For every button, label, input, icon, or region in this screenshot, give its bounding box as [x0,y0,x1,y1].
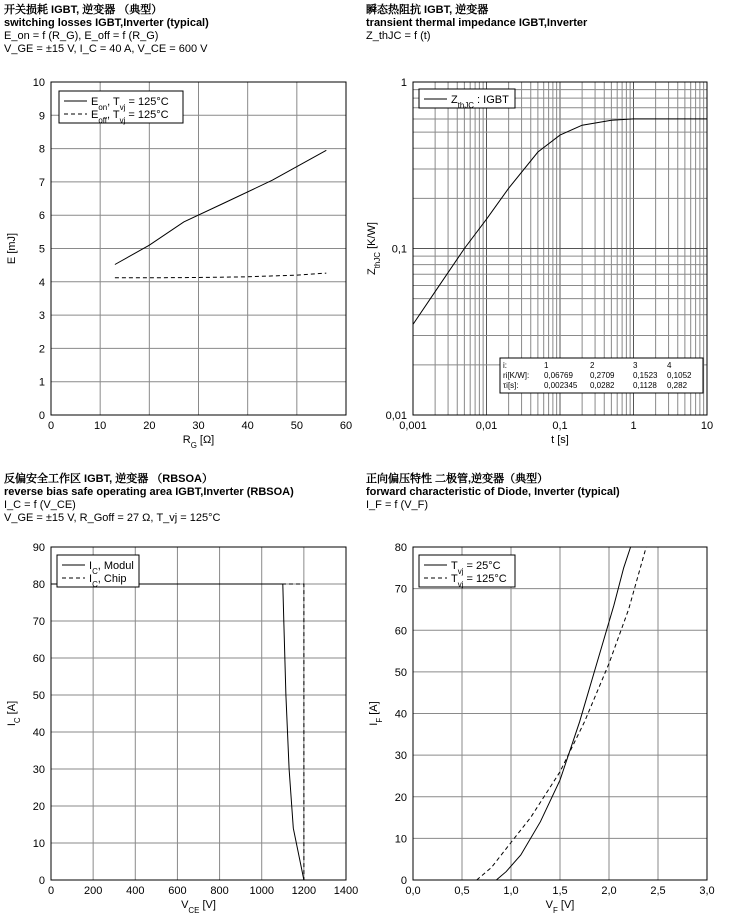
chart1-ytick-label: 9 [38,110,45,123]
chart1-xtick-label: 10 [94,420,107,432]
chart4-title-cn: 正向偏压特性 二极管,逆变器（典型） [366,473,549,485]
chart2-param-table-cell: 0,06769 [544,371,573,380]
chart4-xtick-label: 0,5 [454,885,470,897]
chart2-param-table-cell: 0,0282 [590,381,615,390]
chart2-param-table-cell: τi[s]: [503,381,519,390]
chart2-subtitle1: Z_thJC = f (t) [366,30,431,42]
chart2-xtick-label: 0,001 [399,420,427,432]
chart3-subtitle1: I_C = f (V_CE) [4,499,76,511]
chart4-title-en: forward characteristic of Diode, Inverter (typical) [366,486,620,498]
chart2-param-table-cell: i: [503,361,507,370]
chart4-ytick-label: 70 [394,583,407,596]
chart1-xtick-label: 20 [143,420,156,432]
chart1-ytick-label: 6 [38,210,45,223]
chart3-ytick-label: 30 [32,764,45,776]
chart3-ytick-label: 50 [32,690,45,702]
chart3-ytick-label: 0 [38,875,45,887]
chart3-xtick-label: 400 [126,885,145,897]
chart1-xlabel: $R_G$ [Ω] [182,434,215,450]
chart4-ytick-label: 0 [400,875,407,887]
chart4-ytick-label: 50 [394,666,407,679]
chart4-xtick-label: 2,5 [650,885,666,897]
chart1-ytick-label: 10 [32,77,45,89]
chart3-plot-area [51,547,346,880]
chart1-xtick-label: 60 [339,420,353,432]
chart3-ytick-label: 90 [32,542,45,554]
chart4-ytick-label: 10 [394,833,407,846]
chart4-ytick-label: 60 [394,625,407,638]
chart4-subtitle1: I_F = f (V_F) [366,499,429,511]
chart2-param-table-cell: 0,002345 [544,381,578,390]
chart4-xtick-label: 3,0 [699,885,715,897]
chart2-xlabel: t [s] [551,434,569,446]
chart3-xtick-label: 600 [168,885,187,897]
chart2-xtick-label: 0,01 [475,420,498,432]
chart3-xtick-label: 0 [47,885,55,897]
chart3-xtick-label: 800 [210,885,229,897]
chart1-ytick-label: 2 [38,343,45,356]
chart2-xtick-label: 1 [630,420,637,432]
chart2-ytick-label: 1 [400,77,407,89]
chart2-param-table-cell: 0,282 [667,381,688,390]
chart1-legend-label: $E_{on}$, $T_{vj} = 125^\circ C$ [91,96,169,112]
chart3-ytick-label: 40 [32,727,45,739]
chart3-title-en: reverse bias safe operating area IGBT,Inverter (RBSOA) [4,486,294,498]
chart1-ytick-label: 3 [38,310,45,323]
chart2-legend-label: $Z_{thJC}$ : IGBT [451,94,509,110]
chart1-subtitle1: E_on = f (R_G), E_off = f (R_G) [4,30,159,42]
chart3-subtitle2: V_GE = ±15 V, R_Goff = 27 Ω, T_vj = 125°C [4,512,221,524]
chart1-ytick-label: 7 [38,176,45,189]
chart1-ytick-label: 5 [38,243,45,256]
chart1-ytick-label: 8 [38,143,45,156]
chart2-title-cn: 瞬态热阻抗 IGBT, 逆变器 [366,4,489,16]
chart2-param-table-cell: 0,2709 [590,371,615,380]
chart2-param-table-cell: 2 [590,361,595,370]
chart4-legend-label: $T_{vj} = 125^\circ C$ [451,573,507,589]
chart3-xlabel: $V_{CE}$ [V] [181,899,216,915]
chart1-xtick-label: 30 [192,420,205,432]
chart3-xtick-label: 1200 [291,885,317,897]
chart1-legend-label: $E_{off}$, $T_{vj} = 125^\circ C$ [91,109,169,125]
chart2-ytick-label: 0,1 [391,243,407,256]
chart2-param-table-cell: 0,1523 [633,371,658,380]
chart4-ytick-label: 80 [394,542,407,554]
chart3-ylabel: $I_C$ [A] [6,700,22,727]
chart3-xtick-label: 1400 [333,885,359,897]
chart1-ytick-label: 1 [38,376,45,389]
chart1-xtick-label: 50 [290,420,303,432]
chart4-xtick-label: 0,0 [405,885,421,897]
chart4-ytick-label: 20 [394,791,407,804]
chart3-ytick-label: 20 [32,801,45,813]
chart2-param-table-cell: 0,1052 [667,371,692,380]
chart3-title-cn: 反偏安全工作区 IGBT, 逆变器 （RBSOA） [4,473,214,485]
chart1-ytick-label: 4 [38,276,45,289]
chart3-legend-label: $I_C$, Chip [89,573,127,589]
chart2-param-table-cell: 0,1128 [633,381,657,390]
chart3-ytick-label: 80 [32,579,45,591]
chart3-ytick-label: 10 [32,838,45,850]
chart2-ytick-label: 0,01 [385,410,407,422]
chart3-xtick-label: 1000 [249,885,274,897]
chart4-xtick-label: 2,0 [601,885,617,897]
chart4-ytick-label: 30 [394,750,407,763]
chart1-title-en: switching losses IGBT,Inverter (typical) [4,17,209,29]
chart2-param-table-cell: 3 [633,361,638,370]
chart4-legend-label: $T_{vj} = 25^\circ C$ [451,560,501,576]
chart2-param-table-cell: 1 [544,361,549,370]
chart1-ytick-label: 0 [38,410,45,422]
chart4-ytick-label: 40 [394,708,407,721]
chart4-xtick-label: 1,5 [552,885,568,897]
chart4-ylabel: $I_F$ [A] [368,701,384,726]
chart3-ytick-label: 70 [32,616,45,628]
chart1-xtick-label: 40 [241,420,254,432]
chart2-param-table-cell: 4 [667,361,672,370]
chart2-title-en: transient thermal impedance IGBT,Inverter [366,17,588,29]
chart3-legend-label: $I_C$, Modul [89,560,134,576]
chart2-xtick-label: 0,1 [552,420,568,432]
chart2-param-table-cell: ri[K/W]: [503,371,530,380]
chart3-xtick-label: 200 [83,885,103,897]
chart3-ytick-label: 60 [32,653,45,665]
chart1-title-cn: 开关损耗 IGBT, 逆变器 （典型） [4,4,163,16]
chart4-xlabel: $V_F$ [V] [545,899,575,915]
chart2-xtick-label: 10 [700,420,714,432]
chart1-subtitle2: V_GE = ±15 V, I_C = 40 A, V_CE = 600 V [4,43,208,55]
chart2-ylabel: $Z_{thJC}$ [K/W] [366,222,382,275]
chart1-xtick-label: 0 [47,420,55,432]
chart4-xtick-label: 1,0 [503,885,519,897]
chart1-ylabel: E [mJ] [6,232,18,265]
